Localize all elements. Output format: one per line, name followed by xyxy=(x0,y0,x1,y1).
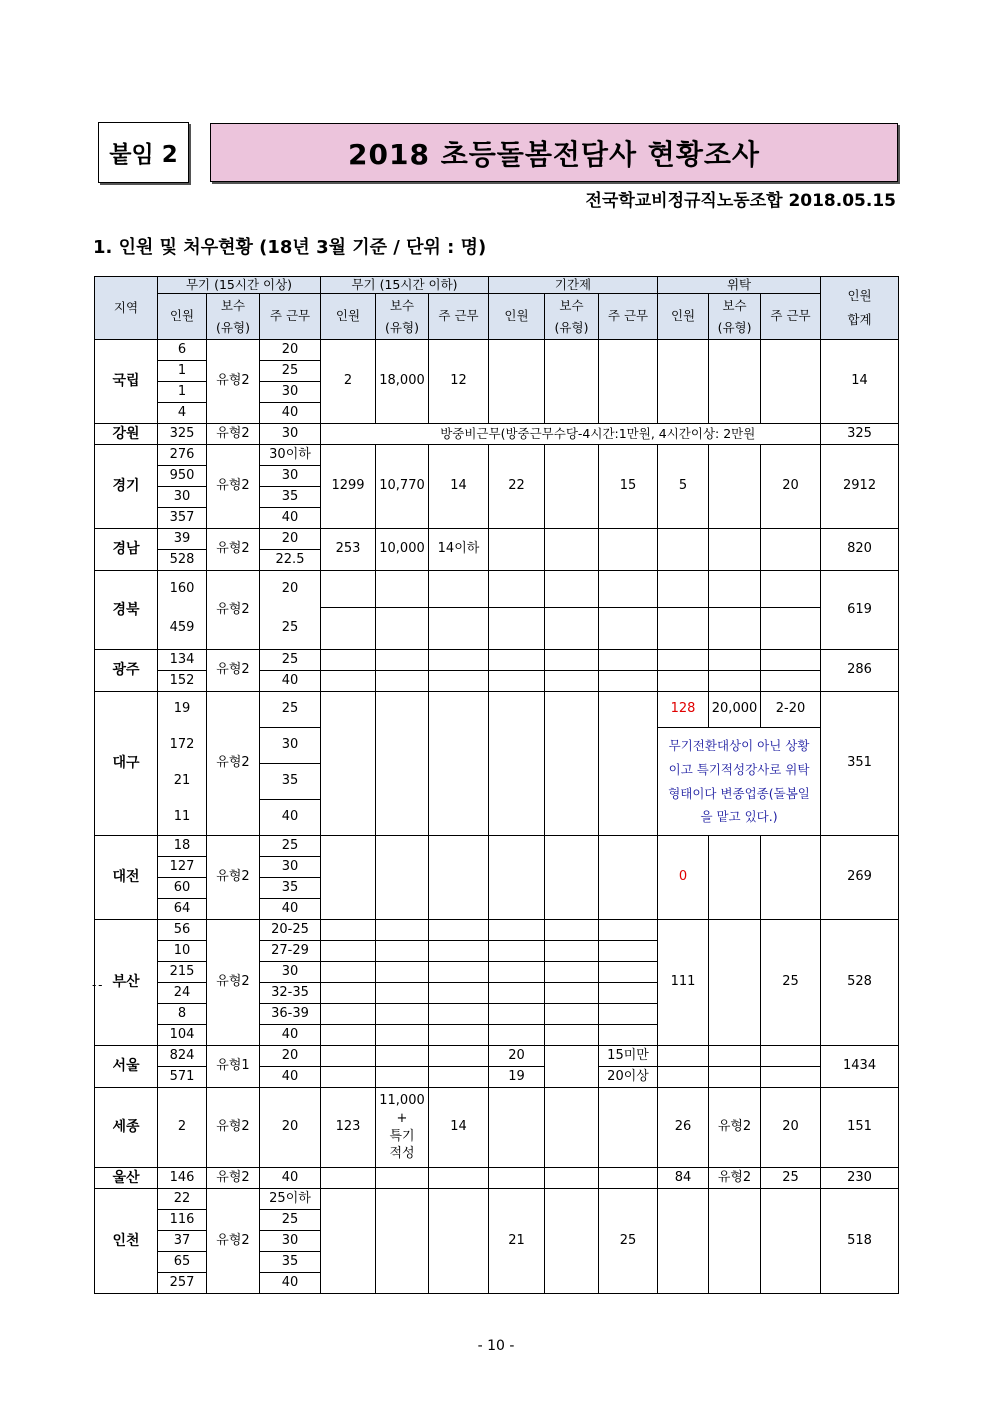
cell-d-pay: 20,000 xyxy=(709,692,761,728)
cell-people: 950 xyxy=(158,466,207,487)
cell-week: 20 xyxy=(260,571,321,608)
cell-d-people: 111 xyxy=(658,920,709,1046)
cell-pay: 유형2 xyxy=(207,650,260,692)
document-title: 2018 초등돌봄전담사 현황조사 xyxy=(210,123,898,182)
cell-pay: 유형2 xyxy=(207,529,260,571)
cell-total: 1434 xyxy=(821,1046,899,1088)
cell-week: 30 xyxy=(260,424,321,445)
cell-people: 11 xyxy=(158,800,207,836)
cell-people: 571 xyxy=(158,1067,207,1088)
cell-c-week: 15 xyxy=(599,445,658,529)
region-name: 부산 xyxy=(95,920,158,1046)
cell-week: 30 xyxy=(260,1231,321,1252)
section-heading: 1. 인원 및 처우현황 (18년 3월 기준 / 단위 : 명) xyxy=(93,237,487,258)
region-name: 광주 xyxy=(95,650,158,692)
region-name: 울산 xyxy=(95,1168,158,1189)
header-group-outsourced: 위탁 xyxy=(658,277,821,294)
region-name: 강원 xyxy=(95,424,158,445)
cell-people: 24 xyxy=(158,983,207,1004)
cell-c-week: 25 xyxy=(599,1189,658,1294)
cell-week: 35 xyxy=(260,487,321,508)
cell-week: 30 xyxy=(260,466,321,487)
cell-b-people: 2 xyxy=(321,340,376,424)
cell-b-pay: 10,000 xyxy=(376,529,429,571)
cell-people: 4 xyxy=(158,403,207,424)
cell-people: 6 xyxy=(158,340,207,361)
header-week: 주 근무 xyxy=(761,294,821,340)
cell-pay: 유형2 xyxy=(207,692,260,836)
cell-week: 40 xyxy=(260,671,321,692)
cell-week: 25 xyxy=(260,692,321,728)
cell-week: 30 xyxy=(260,382,321,403)
header-week: 주 근무 xyxy=(429,294,489,340)
cell-d-week: 20 xyxy=(761,445,821,529)
cell-total: 14 xyxy=(821,340,899,424)
cell-people: 116 xyxy=(158,1210,207,1231)
cell-week: 40 xyxy=(260,800,321,836)
cell-total: 820 xyxy=(821,529,899,571)
cell-total: 286 xyxy=(821,650,899,692)
cell-d-people: 26 xyxy=(658,1088,709,1168)
cell-people: 152 xyxy=(158,671,207,692)
cell-total: 269 xyxy=(821,836,899,920)
cell-people: 215 xyxy=(158,962,207,983)
cell-c-people: 20 xyxy=(489,1046,545,1067)
cell-total: 528 xyxy=(821,920,899,1046)
header-pay: 보수 (유형) xyxy=(207,294,260,340)
cell-d-people: 128 xyxy=(658,692,709,728)
cell-week: 40 xyxy=(260,1273,321,1294)
status-table xyxy=(94,276,899,1294)
header-region: 지역 xyxy=(95,277,158,340)
cell-pay: 유형2 xyxy=(207,571,260,650)
cell-c-week: 15미만 xyxy=(599,1046,658,1067)
cell-b-people: 253 xyxy=(321,529,376,571)
cell-week: 32-35 xyxy=(260,983,321,1004)
header-people: 인원 xyxy=(158,294,207,340)
cell-people: 8 xyxy=(158,1004,207,1025)
cell-d-week: 25 xyxy=(761,920,821,1046)
attachment-badge: 붙임 2 xyxy=(98,122,189,183)
cell-people: 134 xyxy=(158,650,207,671)
cell-week: 40 xyxy=(260,1025,321,1046)
cell-c-people: 19 xyxy=(489,1067,545,1088)
cell-pay: 유형2 xyxy=(207,1088,260,1168)
cell-note: 방중비근무(방중근무수당-4시간:1만원, 4시간이상: 2만원 xyxy=(376,424,821,445)
cell-week: 20 xyxy=(260,1046,321,1067)
cell-people: 104 xyxy=(158,1025,207,1046)
header-group-permanent-under15: 무기 (15시간 이하) xyxy=(321,277,489,294)
cell-pay: 유형2 xyxy=(207,836,260,920)
cell-total: 325 xyxy=(821,424,899,445)
cell-d-people: 0 xyxy=(658,836,709,920)
cell-people: 21 xyxy=(158,764,207,800)
region-name: 경남 xyxy=(95,529,158,571)
cell-week: 20 xyxy=(260,340,321,361)
region-name: 경북 xyxy=(95,571,158,650)
cell-b-week: 12 xyxy=(429,340,489,424)
cell-week: 40 xyxy=(260,1168,321,1189)
cell-week: 30 xyxy=(260,857,321,878)
cell-note: 무기전환대상이 아닌 상황이고 특기적성강사로 위탁형태이다 변종업종(돌봄일을 맡고 있다.) xyxy=(658,728,821,836)
header-people: 인원 xyxy=(321,294,376,340)
cell-people: 1 xyxy=(158,382,207,403)
cell-people: 528 xyxy=(158,550,207,571)
cell-week: 35 xyxy=(260,1252,321,1273)
cell-pay: 유형2 xyxy=(207,340,260,424)
region-name: 경기 xyxy=(95,445,158,529)
cell-pay: 유형2 xyxy=(207,920,260,1046)
cell-pay: 유형2 xyxy=(207,1168,260,1189)
cell-people: 459 xyxy=(158,608,207,650)
cell-people: 325 xyxy=(158,424,207,445)
cell-total: 518 xyxy=(821,1189,899,1294)
cell-week: 35 xyxy=(260,878,321,899)
region-name: 대구 xyxy=(95,692,158,836)
cell-week: 27-29 xyxy=(260,941,321,962)
organization-date: 전국학교비정규직노동조합 2018.05.15 xyxy=(585,191,896,211)
cell-people: 146 xyxy=(158,1168,207,1189)
cell-week: 40 xyxy=(260,508,321,529)
cell-week: 25 xyxy=(260,361,321,382)
cell-people: 1 xyxy=(158,361,207,382)
header-people: 인원 xyxy=(658,294,709,340)
cell-people: 37 xyxy=(158,1231,207,1252)
cell-week: 25이하 xyxy=(260,1189,321,1210)
cell-d-week: 25 xyxy=(761,1168,821,1189)
cell-d-people: 84 xyxy=(658,1168,709,1189)
cell-total: 151 xyxy=(821,1088,899,1168)
header-pay: 보수 (유형) xyxy=(376,294,429,340)
region-name: 국립 xyxy=(95,340,158,424)
header-week: 주 근무 xyxy=(260,294,321,340)
cell-people: 10 xyxy=(158,941,207,962)
cell-d-people: 5 xyxy=(658,445,709,529)
cell-people: 60 xyxy=(158,878,207,899)
cell-c-people: 21 xyxy=(489,1189,545,1294)
cell-people: 65 xyxy=(158,1252,207,1273)
cell-week: 40 xyxy=(260,1067,321,1088)
cell-week: 25 xyxy=(260,1210,321,1231)
cell-week: 30이하 xyxy=(260,445,321,466)
header-week: 주 근무 xyxy=(599,294,658,340)
header-total: 인원 합계 xyxy=(821,277,899,340)
cell-total: 230 xyxy=(821,1168,899,1189)
cell-people: 357 xyxy=(158,508,207,529)
cell-people: 160 xyxy=(158,571,207,608)
cell-week: 36-39 xyxy=(260,1004,321,1025)
cell-week: 20 xyxy=(260,1088,321,1168)
cell-people: 824 xyxy=(158,1046,207,1067)
header-group-permanent-over15: 무기 (15시간 이상) xyxy=(158,277,321,294)
page-number: - 10 - xyxy=(477,1338,515,1354)
cell-b-week: 14이하 xyxy=(429,529,489,571)
header-pay: 보수 (유형) xyxy=(545,294,599,340)
cell-people: 19 xyxy=(158,692,207,728)
cell-b-people: 1299 xyxy=(321,445,376,529)
region-name: 서울 xyxy=(95,1046,158,1088)
cell-week: 35 xyxy=(260,764,321,800)
cell-b-week: 14 xyxy=(429,445,489,529)
header-group-fixed-term: 기간제 xyxy=(489,277,658,294)
cell-people: 22 xyxy=(158,1189,207,1210)
cell-total: 351 xyxy=(821,692,899,836)
cell-week: 20-25 xyxy=(260,920,321,941)
cell-total: 619 xyxy=(821,571,899,650)
cell-pay: 유형2 xyxy=(207,1189,260,1294)
cell-d-pay: 유형2 xyxy=(709,1168,761,1189)
cell-c-week: 20이상 xyxy=(599,1067,658,1088)
cell-week: 30 xyxy=(260,728,321,764)
region-name: 인천 xyxy=(95,1189,158,1294)
cell-c-people: 22 xyxy=(489,445,545,529)
cell-week: 25 xyxy=(260,650,321,671)
cell-b-people: 123 xyxy=(321,1088,376,1168)
cell-pay: 유형1 xyxy=(207,1046,260,1088)
cell-people: 18 xyxy=(158,836,207,857)
cell-people: 56 xyxy=(158,920,207,941)
cell-people: 127 xyxy=(158,857,207,878)
header-people: 인원 xyxy=(489,294,545,340)
cell-people: 276 xyxy=(158,445,207,466)
cell-week: 40 xyxy=(260,403,321,424)
region-name: 대전 xyxy=(95,836,158,920)
stray-dash-mark: - - xyxy=(92,978,102,992)
cell-week: 40 xyxy=(260,899,321,920)
cell-people: 2 xyxy=(158,1088,207,1168)
cell-people: 30 xyxy=(158,487,207,508)
cell-b-pay: 10,770 xyxy=(376,445,429,529)
cell-week: 22.5 xyxy=(260,550,321,571)
cell-week: 25 xyxy=(260,836,321,857)
cell-week: 30 xyxy=(260,962,321,983)
cell-week: 20 xyxy=(260,529,321,550)
cell-d-week: 20 xyxy=(761,1088,821,1168)
cell-b-week: 14 xyxy=(429,1088,489,1168)
cell-d-week: 2-20 xyxy=(761,692,821,728)
cell-people: 172 xyxy=(158,728,207,764)
cell-pay: 유형2 xyxy=(207,424,260,445)
cell-total: 2912 xyxy=(821,445,899,529)
cell-d-pay: 유형2 xyxy=(709,1088,761,1168)
cell-pay: 유형2 xyxy=(207,445,260,529)
region-name: 세종 xyxy=(95,1088,158,1168)
cell-people: 257 xyxy=(158,1273,207,1294)
cell-people: 64 xyxy=(158,899,207,920)
header-pay: 보수 (유형) xyxy=(709,294,761,340)
cell-b-pay: 11,000 + 특기 적성 xyxy=(376,1088,429,1168)
cell-b-pay: 18,000 xyxy=(376,340,429,424)
cell-week: 25 xyxy=(260,608,321,650)
cell-people: 39 xyxy=(158,529,207,550)
